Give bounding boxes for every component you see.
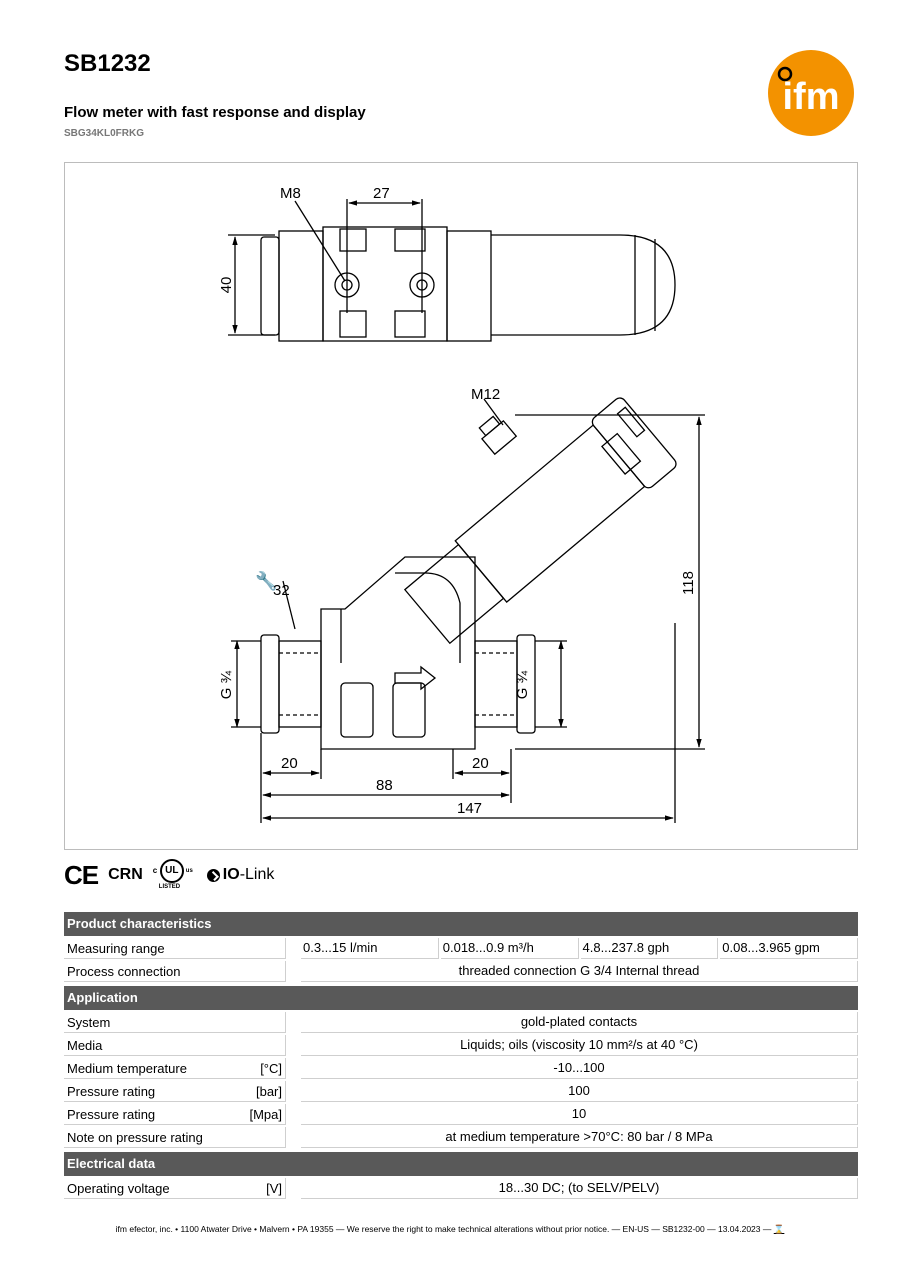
dim-m12: M12 <box>471 386 501 403</box>
row-value: at medium temperature >70°C: 80 bar / 8 MPa <box>301 1127 858 1148</box>
product-subtitle: Flow meter with fast response and display <box>64 104 366 121</box>
page-title: SB1232 <box>64 50 151 77</box>
ce-mark: CE <box>64 859 99 890</box>
row-label: Pressure rating <box>67 1083 156 1099</box>
table-row <box>64 1177 858 1199</box>
table-row <box>64 1103 858 1125</box>
dim-g34-right: G ¾ <box>514 670 531 700</box>
dim-m8: M8 <box>280 185 301 202</box>
dim-20-right: 20 <box>472 755 489 772</box>
wrench-icon: 🔧 <box>255 571 278 591</box>
page-footer <box>0 1224 900 1235</box>
row-label: Note on pressure rating <box>67 1129 203 1145</box>
table-row <box>64 1126 858 1148</box>
row-unit: [bar] <box>255 1083 282 1099</box>
dimension-drawing <box>64 162 858 850</box>
article-code: SBG34KL0FRKG <box>64 128 145 139</box>
crn-mark: CRN <box>108 866 143 883</box>
row-value: threaded connection G 3/4 Internal thread <box>301 961 858 982</box>
row-label: Media <box>67 1037 103 1053</box>
row-value: Liquids; oils (viscosity 10 mm²/s at 40 °C) <box>301 1035 858 1056</box>
row-value: 0.018...0.9 m³/h <box>441 938 579 959</box>
table-row <box>64 1057 858 1079</box>
row-label: Medium temperature <box>67 1060 187 1076</box>
link-text: -Link <box>239 866 275 883</box>
io-link-icon <box>207 869 220 882</box>
dim-g34-left: G ¾ <box>218 670 235 700</box>
ul-c: c <box>152 866 158 875</box>
table-row <box>64 960 858 982</box>
ul-listed: LISTED <box>158 884 181 890</box>
top-view <box>218 185 675 341</box>
row-unit: [V] <box>266 1180 282 1196</box>
row-label: Operating voltage <box>67 1180 170 1196</box>
table-row <box>64 1011 858 1033</box>
dim-118: 118 <box>680 571 697 595</box>
logo-text: ifm <box>782 76 840 118</box>
dim-40: 40 <box>218 276 235 294</box>
dim-20-left: 20 <box>281 755 298 772</box>
dim-27: 27 <box>373 185 390 202</box>
footer-text: ifm efector, inc. • 1100 Atwater Drive • Malvern • PA 19355 — We reserve the right to make technical alterations without prior notice. — EN-US — SB1232-00 — 13.04.2023 — <box>115 1224 772 1234</box>
row-value: 10 <box>301 1104 858 1125</box>
row-value: 0.08...3.965 gpm <box>720 938 858 959</box>
table-row <box>64 1080 858 1102</box>
row-label: Pressure rating <box>67 1106 156 1122</box>
hourglass-icon: ⌛ <box>773 1224 785 1234</box>
row-unit: [Mpa] <box>249 1106 282 1122</box>
dim-wrench-32: 32 <box>273 582 290 599</box>
table-row <box>64 1034 858 1056</box>
section-header-product-characteristics: Product characteristics <box>64 912 858 936</box>
io-link-mark <box>207 866 275 884</box>
ul-us: us <box>185 868 193 874</box>
spec-table <box>64 912 858 1199</box>
side-view <box>218 386 705 823</box>
section-header-application: Application <box>64 986 858 1010</box>
row-label: Measuring range <box>67 940 165 956</box>
ul-circle: UL <box>160 859 184 883</box>
row-value: 0.3...15 l/min <box>301 938 439 959</box>
row-value: 18...30 DC; (to SELV/PELV) <box>301 1178 858 1199</box>
dim-88: 88 <box>376 777 393 794</box>
section-header-electrical-data: Electrical data <box>64 1152 858 1176</box>
ul-listed-mark <box>153 857 197 893</box>
row-label: System <box>67 1014 111 1030</box>
row-value: -10...100 <box>301 1058 858 1079</box>
io-text: IO <box>222 866 240 883</box>
row-value: 4.8...237.8 gph <box>581 938 719 959</box>
row-value: 100 <box>301 1081 858 1102</box>
table-row <box>64 937 858 959</box>
row-value: gold-plated contacts <box>301 1012 858 1033</box>
certification-logos <box>64 855 274 895</box>
row-label: Process connection <box>67 963 181 979</box>
row-unit: [°C] <box>260 1060 282 1076</box>
ifm-logo <box>766 49 856 137</box>
dim-147: 147 <box>457 800 483 817</box>
